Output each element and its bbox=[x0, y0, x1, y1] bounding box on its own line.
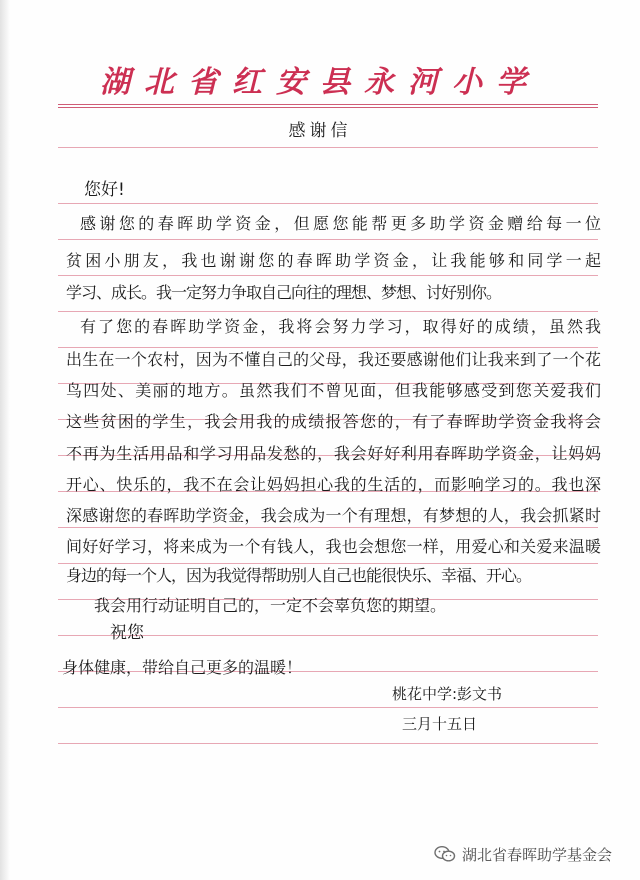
letter-line: 鸟四处、美丽的地方。虽然我们不曾见面，但我能够感受到您关爱我们 bbox=[66, 381, 600, 400]
wish-line: 祝您 bbox=[110, 623, 144, 643]
account-watermark bbox=[434, 842, 612, 866]
letter-line: 有了您的春晖助学资金，我将会努力学习，取得好的成绩，虽然我 bbox=[80, 317, 600, 336]
school-letterhead: 湖北省红安县永河小学 bbox=[100, 65, 540, 100]
paper-rule bbox=[58, 203, 598, 204]
letter-line: 贫困小朋友，我也谢谢您的春晖助学资金，让我能够和同学一起 bbox=[66, 251, 600, 270]
letter-line: 出生在一个农村，因为不懂自己的父母，我还要感谢他们让我来到了一个花 bbox=[66, 350, 600, 369]
blessing-line: 身体健康，带给自己更多的温暖！ bbox=[62, 658, 303, 677]
letter-line: 不再为生活用品和学习用品发愁的，我会好好利用春晖助学资金，让妈妈 bbox=[66, 444, 600, 463]
paper-rule bbox=[58, 275, 598, 276]
account-name: 湖北省春晖助学基金会 bbox=[462, 845, 613, 864]
paper-rule bbox=[58, 527, 598, 528]
letter-line: 身边的每一个人，因为我觉得帮助别人自己也能很快乐、幸福、开心。 bbox=[66, 566, 532, 585]
paper-rule bbox=[58, 147, 598, 148]
letter-line: 间好好学习，将来成为一个有钱人，我也会想您一样，用爱心和关爱来温暖 bbox=[66, 537, 600, 556]
paper-rule bbox=[58, 743, 598, 744]
paper-rule bbox=[58, 347, 598, 348]
letter-line: 开心、快乐的，我不在会让妈妈担心我的生活的，而影响学习的。我也深 bbox=[66, 475, 600, 494]
letter-line: 深感谢您的春晖助学资金，我会成为一个有理想，有梦想的人，我会抓紧时 bbox=[66, 506, 600, 525]
signature: 桃花中学:彭文书 bbox=[392, 685, 503, 703]
letter-title: 感谢信 bbox=[288, 121, 352, 141]
greeting: 您好! bbox=[84, 180, 125, 200]
letter-date: 三月十五日 bbox=[402, 715, 478, 733]
paper-rule bbox=[58, 311, 598, 312]
paper-rule bbox=[58, 239, 598, 240]
closing-line: 我会用行动证明自己的，一定不会辜负您的期望。 bbox=[94, 596, 447, 615]
letter-line: 这些贫困的学生，我会用我的成绩报答您的，有了春晖助学资金我将会 bbox=[66, 412, 600, 431]
paper-rule bbox=[58, 563, 598, 564]
paper-rule bbox=[58, 707, 598, 708]
letterhead-rule bbox=[58, 104, 598, 105]
letterhead-rule bbox=[58, 107, 598, 108]
letter-line: 学习、成长。我一定努力争取自己向往的理想、梦想、讨好别你。 bbox=[66, 283, 502, 302]
wechat-icon bbox=[434, 845, 456, 863]
letter-line: 感谢您的春晖助学资金，但愿您能帮更多助学资金赠给每一位 bbox=[80, 214, 600, 233]
